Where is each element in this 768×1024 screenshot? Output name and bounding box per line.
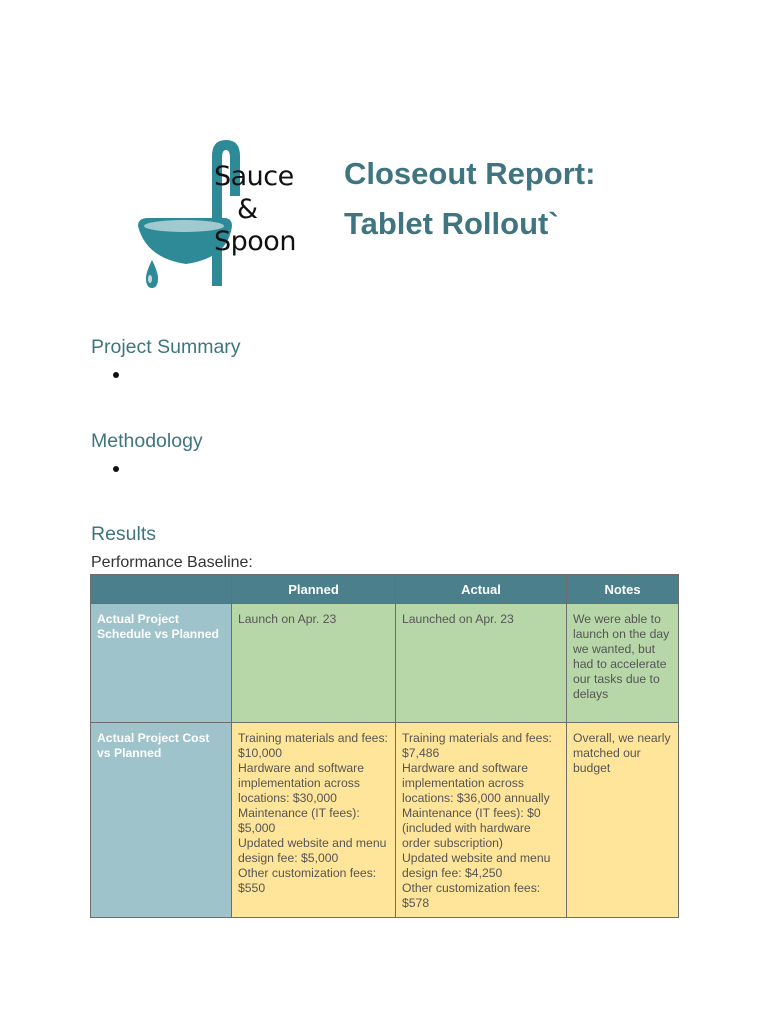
table-row xyxy=(91,604,679,723)
section-heading-methodology: Methodology xyxy=(91,430,203,452)
cell-notes: We were able to launch on the day we wanted, but had to accelerate our tasks due to delays xyxy=(567,604,679,723)
section-heading-results: Results xyxy=(91,523,157,545)
cell-actual: Training materials and fees: $7,486 Hardware and software implementation across locations: $36,000 annually Maintenance (IT fees): $0 (included with hardware order subscription) Updated website and menu design fee: $4,250 Other customization fees: $578 xyxy=(396,723,567,918)
logo-ampersand: & xyxy=(237,194,258,225)
report-title-line-1: Closeout Report: xyxy=(344,156,596,191)
table-header-notes: Notes xyxy=(567,575,679,604)
cell-actual: Launched on Apr. 23 xyxy=(396,604,567,723)
summary-bullet xyxy=(113,372,119,378)
table-header-actual: Actual xyxy=(396,575,567,604)
logo-word-sauce: Sauce xyxy=(214,161,294,192)
report-title-line-2: Tablet Rollout` xyxy=(344,206,559,241)
logo-word-spoon: Spoon xyxy=(214,226,296,257)
cell-planned: Launch on Apr. 23 xyxy=(232,604,396,723)
section-heading-project-summary: Project Summary xyxy=(91,336,241,358)
methodology-bullet xyxy=(113,466,119,472)
performance-baseline-table xyxy=(90,574,679,918)
cell-notes: Overall, we nearly matched our budget xyxy=(567,723,679,918)
ladle-icon xyxy=(132,136,292,296)
cell-planned: Training materials and fees: $10,000 Hardware and software implementation across locations: $30,000 Maintenance (IT fees): $5,000 Updated website and menu design fee: $5,000 Other customization fees: $550 xyxy=(232,723,396,918)
table-row xyxy=(91,723,679,918)
row-label-schedule: Actual Project Schedule vs Planned xyxy=(91,604,232,723)
company-logo xyxy=(132,136,292,296)
table-header-blank xyxy=(91,575,232,604)
table-header-row xyxy=(91,575,679,604)
table-header-planned: Planned xyxy=(232,575,396,604)
row-label-cost: Actual Project Cost vs Planned xyxy=(91,723,232,918)
performance-baseline-heading: Performance Baseline: xyxy=(91,554,253,571)
